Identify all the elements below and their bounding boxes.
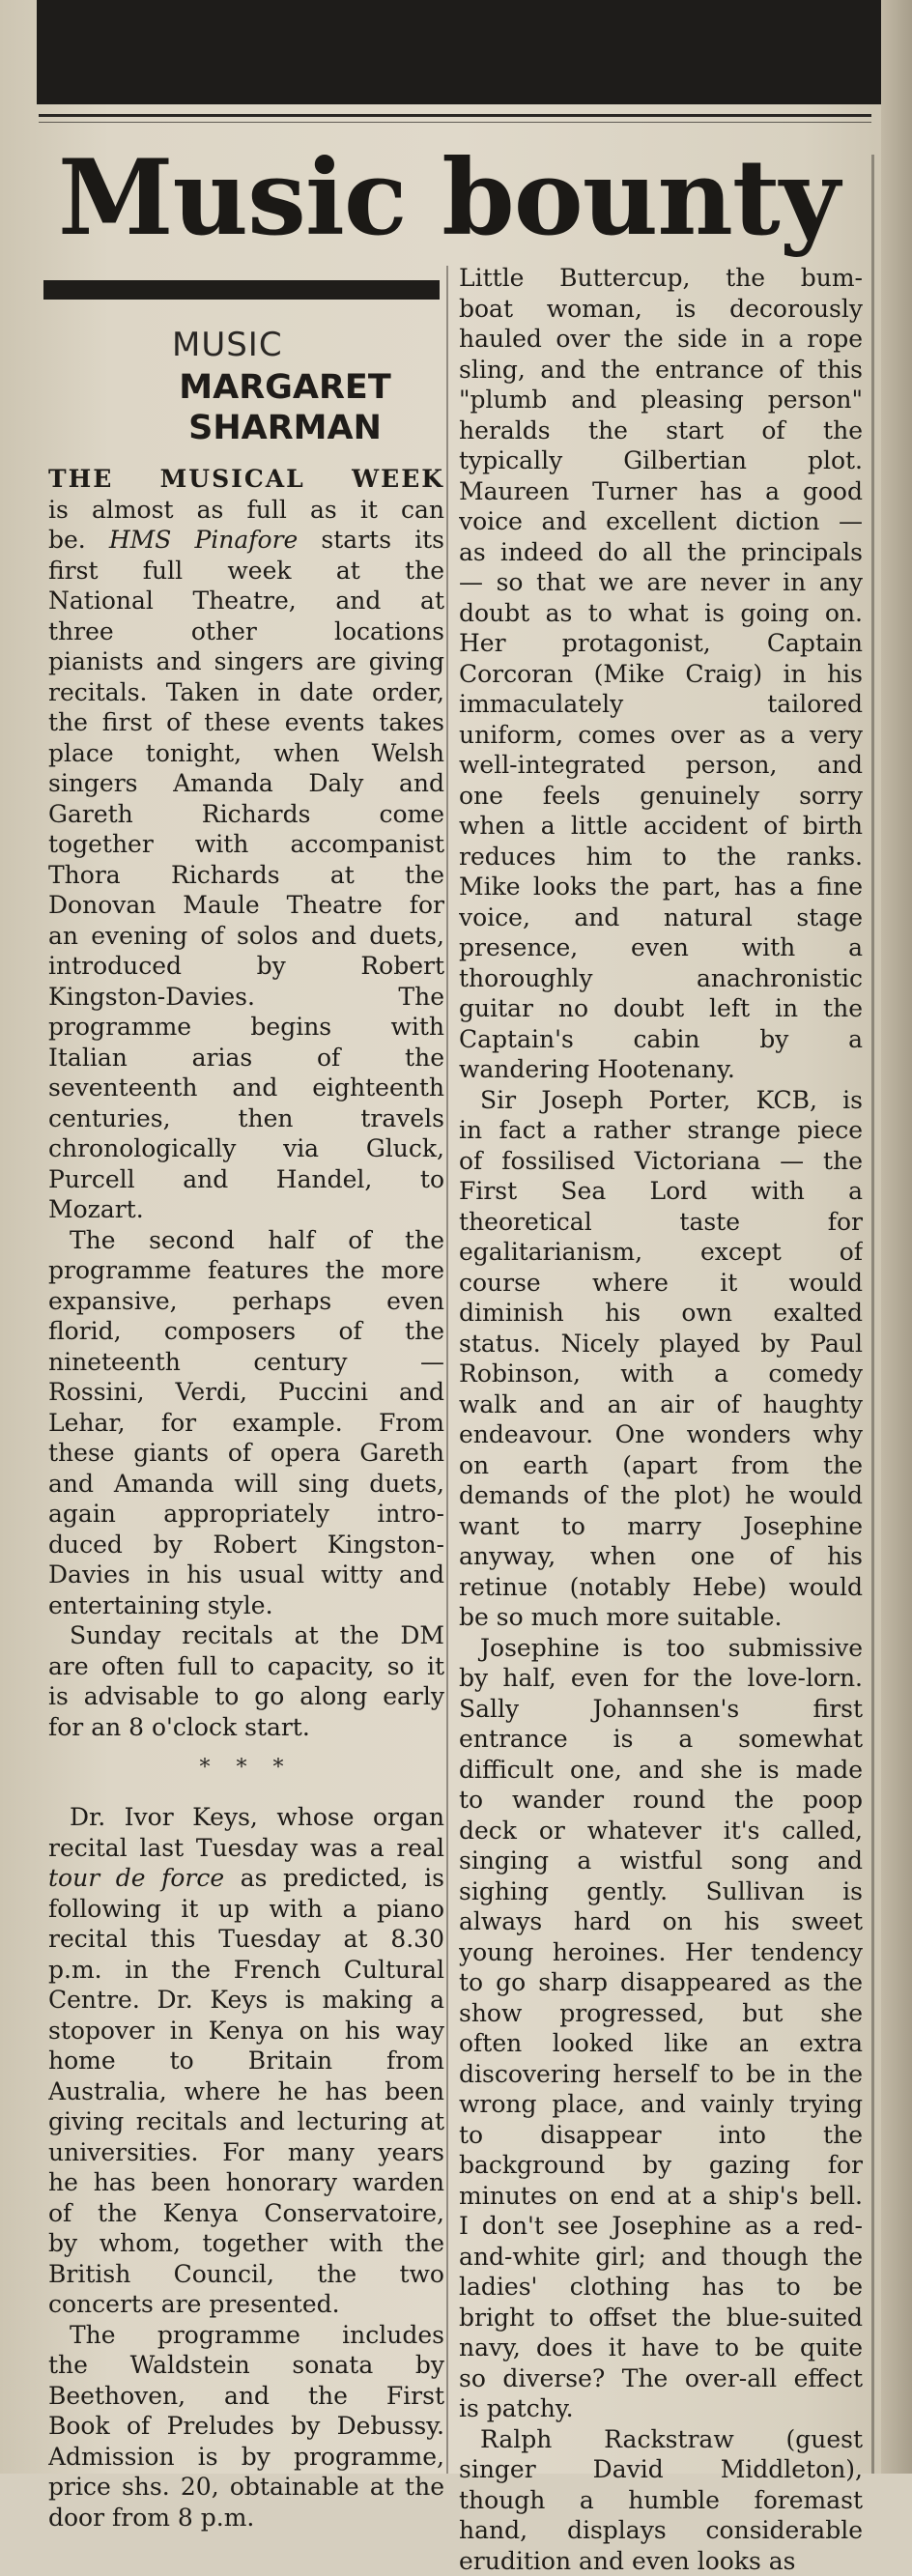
- text-line: are often full to capacity, so it: [48, 1651, 444, 1682]
- text-line: First Sea Lord with a: [459, 1176, 863, 1207]
- headline: Music bounty: [58, 135, 869, 261]
- text-line: immaculately tailored: [459, 689, 863, 720]
- text-line: Centre. Dr. Keys is making a: [48, 1985, 444, 2016]
- text-line: THE MUSICAL WEEK: [48, 464, 444, 495]
- text-line: Josephine is too submissive: [459, 1633, 863, 1664]
- text-line: of fossilised Victoriana — the: [459, 1146, 863, 1177]
- text-line: florid, composers of the: [48, 1316, 444, 1347]
- right-rule: [871, 155, 874, 2474]
- text-line: when a little accident of birth: [459, 811, 863, 842]
- text-line: Mike looks the part, has a fine: [459, 872, 863, 902]
- text-line: uniform, comes over as a very: [459, 720, 863, 751]
- text-line: discovering herself to be in the: [459, 2059, 863, 2090]
- text-line: by half, even for the love-lorn.: [459, 1663, 863, 1694]
- text-line: wandering Hootenany.: [459, 1054, 863, 1085]
- text-line: well-integrated person, and: [459, 750, 863, 781]
- text-line: sighing gently. Sullivan is: [459, 1876, 863, 1907]
- text-line: doubt as to what is going on.: [459, 598, 863, 629]
- text-line: The programme includes: [48, 2320, 444, 2351]
- text-line: and-white girl; and though the: [459, 2242, 863, 2273]
- text-line: by whom, together with the: [48, 2228, 444, 2259]
- text-line: voice and excellent diction —: [459, 506, 863, 537]
- text-line: Purcell and Handel, to: [48, 1164, 444, 1195]
- text-line: thoroughly anachronistic: [459, 963, 863, 994]
- text-line: recitals. Taken in date order,: [48, 677, 444, 708]
- text-line: Captain's cabin by a: [459, 1024, 863, 1055]
- text-line: I don't see Josephine as a red-: [459, 2211, 863, 2242]
- text-line: Italian arias of the: [48, 1043, 444, 1073]
- text-line: guitar no doubt left in the: [459, 993, 863, 1024]
- text-line: the Waldstein sonata by: [48, 2350, 444, 2381]
- text-line: Ralph Rackstraw (guest: [459, 2424, 863, 2455]
- text-line: pianists and singers are giving: [48, 646, 444, 677]
- text-line: boat woman, is decorously: [459, 294, 863, 325]
- text-line: Admission is by programme,: [48, 2442, 444, 2473]
- text-line: always hard on his sweet: [459, 1906, 863, 1937]
- text-line: Her protagonist, Captain: [459, 628, 863, 659]
- text-line: he has been honorary warden: [48, 2167, 444, 2198]
- text-line: ladies' clothing has to be: [459, 2272, 863, 2303]
- text-line: to wander round the poop: [459, 1785, 863, 1816]
- text-line: diminish his own exalted: [459, 1298, 863, 1329]
- text-line: again appropriately intro-: [48, 1499, 444, 1530]
- text-line: Corcoran (Mike Craig) in his: [459, 659, 863, 690]
- text-line: voice, and natural stage: [459, 902, 863, 933]
- text-line: young heroines. Her tendency: [459, 1937, 863, 1968]
- text-line: entertaining style.: [48, 1590, 444, 1621]
- text-line: stopover in Kenya on his way: [48, 2016, 444, 2046]
- text-line: typically Gilbertian plot.: [459, 445, 863, 476]
- text-line: and Amanda will sing duets,: [48, 1469, 444, 1500]
- text-line: expansive, perhaps even: [48, 1286, 444, 1317]
- text-line: Sunday recitals at the DM: [48, 1620, 444, 1651]
- text-line: Beethoven, and the First: [48, 2381, 444, 2412]
- text-line: singers Amanda Daly and: [48, 768, 444, 799]
- section-label: MUSIC: [172, 327, 283, 363]
- text-line: tour de force as predicted, is: [48, 1863, 444, 1894]
- text-line: status. Nicely played by Paul: [459, 1329, 863, 1360]
- text-line: is almost as full as it can: [48, 495, 444, 526]
- text-line: these giants of opera Gareth: [48, 1438, 444, 1469]
- text-line: Mozart.: [48, 1194, 444, 1225]
- text-line: is patchy.: [459, 2393, 863, 2424]
- text-line: show progressed, but she: [459, 1998, 863, 2029]
- text-line: Davies in his usual witty and: [48, 1560, 444, 1590]
- text-line: p.m. in the French Cultural: [48, 1955, 444, 1986]
- text-line: of the Kenya Conservatoire,: [48, 2198, 444, 2229]
- text-line: bright to offset the blue-suited: [459, 2303, 863, 2333]
- text-line: Australia, where he has been: [48, 2076, 444, 2107]
- text-line: background by gazing for: [459, 2150, 863, 2181]
- text-line: is advisable to go along early: [48, 1681, 444, 1712]
- text-line: difficult one, and she is made: [459, 1755, 863, 1786]
- text-line: nineteenth century —: [48, 1347, 444, 1378]
- text-line: Thora Richards at the: [48, 860, 444, 891]
- text-line: though a humble foremast: [459, 2485, 863, 2516]
- text-line: first full week at the: [48, 556, 444, 587]
- text-line: Rossini, Verdi, Puccini and: [48, 1377, 444, 1408]
- masthead-band: [37, 0, 912, 104]
- text-line: — so that we are never in any: [459, 567, 863, 598]
- text-line: singing a wistful song and: [459, 1846, 863, 1876]
- text-line: Donovan Maule Theatre for: [48, 890, 444, 921]
- text-line: duced by Robert Kingston-: [48, 1530, 444, 1560]
- text-line: recital last Tuesday was a real: [48, 1833, 444, 1864]
- text-line: Sir Joseph Porter, KCB, is: [459, 1085, 863, 1116]
- text-line: programme features the more: [48, 1255, 444, 1286]
- text-line: one feels genuinely sorry: [459, 781, 863, 812]
- text-line: price shs. 20, obtainable at the: [48, 2472, 444, 2503]
- text-line: Sally Johannsen's first: [459, 1694, 863, 1725]
- text-line: three other locations: [48, 616, 444, 647]
- byline: [164, 367, 406, 448]
- text-line: deck or whatever it's called,: [459, 1816, 863, 1846]
- byline-first-name: MARGARET: [164, 367, 406, 408]
- text-line: theoretical taste for: [459, 1207, 863, 1238]
- section-separator: * * *: [174, 1756, 319, 1780]
- text-line: Gareth Richards come: [48, 799, 444, 830]
- text-line: navy, does it have to be quite: [459, 2333, 863, 2363]
- text-line: together with accompanist: [48, 829, 444, 860]
- text-line: endeavour. One wonders why: [459, 1419, 863, 1450]
- text-line: course where it would: [459, 1268, 863, 1299]
- text-line: for an 8 o'clock start.: [48, 1712, 444, 1743]
- text-line: egalitarianism, except of: [459, 1237, 863, 1268]
- text-line: Book of Preludes by Debussy.: [48, 2411, 444, 2442]
- text-line: anyway, when one of his: [459, 1541, 863, 1572]
- text-line: centuries, then travels: [48, 1103, 444, 1134]
- text-line: British Council, the two: [48, 2259, 444, 2290]
- text-line: presence, even with a: [459, 932, 863, 963]
- text-line: reduces him to the ranks.: [459, 842, 863, 873]
- text-line: Robinson, with a comedy: [459, 1359, 863, 1389]
- text-line: programme begins with: [48, 1012, 444, 1043]
- text-line: on earth (apart from the: [459, 1450, 863, 1481]
- text-line: chronologically via Gluck,: [48, 1133, 444, 1164]
- text-line: singer David Middleton),: [459, 2454, 863, 2485]
- column-rule: [446, 266, 448, 2474]
- text-line: as indeed do all the principals: [459, 537, 863, 568]
- section-bar: [43, 280, 440, 300]
- text-line: door from 8 p.m.: [48, 2503, 444, 2533]
- text-line: the first of these events takes: [48, 707, 444, 738]
- text-line: hand, displays considerable: [459, 2515, 863, 2546]
- text-line: place tonight, when Welsh: [48, 738, 444, 769]
- text-line: recital this Tuesday at 8.30: [48, 1924, 444, 1955]
- text-line: demands of the plot) he would: [459, 1480, 863, 1511]
- text-line: introduced by Robert: [48, 951, 444, 982]
- text-line: to go sharp disappeared as the: [459, 1967, 863, 1998]
- text-line: heralds the start of the: [459, 415, 863, 446]
- text-line: retinue (notably Hebe) would: [459, 1572, 863, 1603]
- text-line: following it up with a piano: [48, 1894, 444, 1925]
- text-line: home to Britain from: [48, 2046, 444, 2076]
- text-line: to disappear into the: [459, 2120, 863, 2151]
- text-line: in fact a rather strange piece: [459, 1115, 863, 1146]
- text-line: Kingston-Davies. The: [48, 982, 444, 1013]
- page-edge: [881, 0, 912, 2474]
- text-line: wrong place, and vainly trying: [459, 2089, 863, 2120]
- text-line: Little Buttercup, the bum-: [459, 263, 863, 294]
- article-column-left: [48, 464, 444, 2533]
- byline-last-name: SHARMAN: [164, 408, 406, 448]
- text-line: be so much more suitable.: [459, 1602, 863, 1633]
- text-line: Maureen Turner has a good: [459, 476, 863, 507]
- article-column-right: [459, 263, 863, 2576]
- text-line: erudition and even looks as: [459, 2546, 863, 2576]
- text-line: concerts are presented.: [48, 2289, 444, 2320]
- text-line: The second half of the: [48, 1225, 444, 1256]
- top-rule-thin: [39, 122, 871, 123]
- text-line: "plumb and pleasing person": [459, 385, 863, 415]
- text-line: be. HMS Pinafore starts its: [48, 525, 444, 556]
- text-line: want to marry Josephine: [459, 1511, 863, 1542]
- text-line: minutes on end at a ship's bell.: [459, 2181, 863, 2212]
- text-line: hauled over the side in a rope: [459, 324, 863, 355]
- text-line: entrance is a somewhat: [459, 1724, 863, 1755]
- text-line: Lehar, for example. From: [48, 1408, 444, 1439]
- text-line: walk and an air of haughty: [459, 1389, 863, 1420]
- text-line: Dr. Ivor Keys, whose organ: [48, 1802, 444, 1833]
- text-line: universities. For many years: [48, 2137, 444, 2168]
- text-line: an evening of solos and duets,: [48, 921, 444, 952]
- text-line: so diverse? The over-all effect: [459, 2363, 863, 2394]
- text-line: seventeenth and eighteenth: [48, 1073, 444, 1103]
- top-rule: [39, 114, 871, 117]
- text-line: giving recitals and lecturing at: [48, 2106, 444, 2137]
- text-line: often looked like an extra: [459, 2028, 863, 2059]
- text-line: sling, and the entrance of this: [459, 355, 863, 386]
- text-line: National Theatre, and at: [48, 586, 444, 616]
